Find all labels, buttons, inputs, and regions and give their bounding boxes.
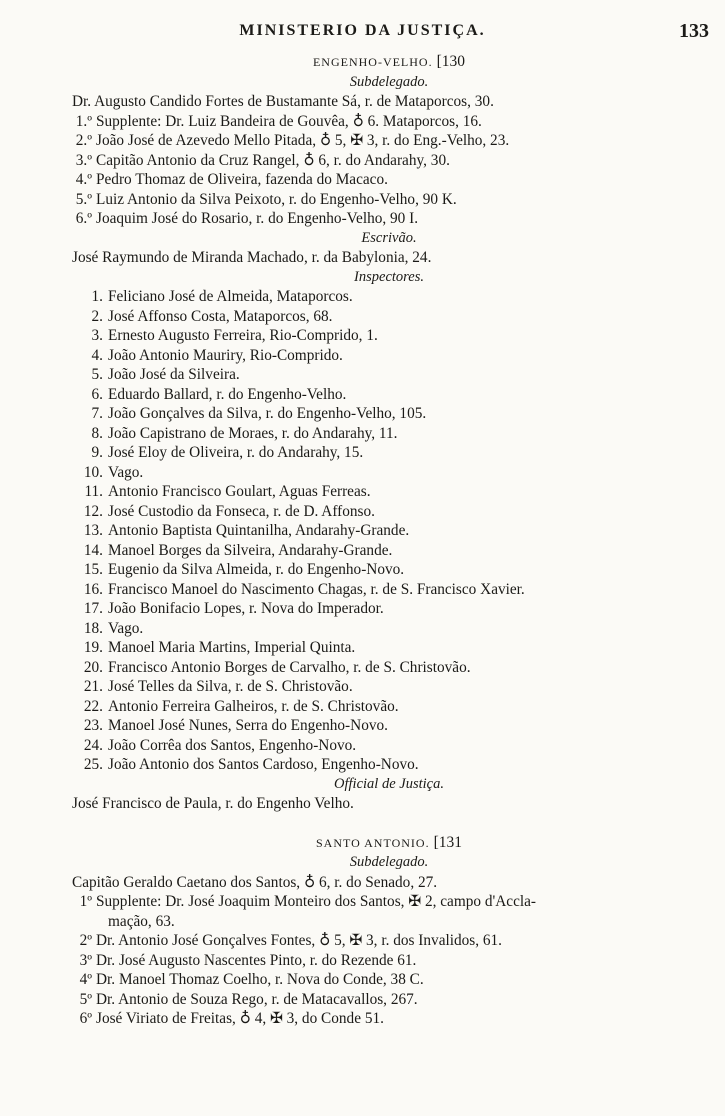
entry-text: João Corrêa dos Santos, Engenho-Novo. (108, 736, 357, 754)
role-inspectores: Inspectores. (354, 268, 424, 285)
inspectores-list (72, 287, 706, 775)
entry-number: 18. (83, 619, 103, 637)
entry-number: 25. (83, 756, 103, 773)
entry-text: José Viriato de Freitas, ♁ 4, ✠ 3, do Conde 51. (96, 1010, 384, 1027)
inspector-entry (72, 502, 706, 522)
official-entry: José Francisco de Paula, r. do Engenho Velho. (72, 795, 354, 812)
entry-number: 14. (83, 541, 103, 559)
entry-text: Supplente: Dr. Luiz Bandeira de Gouvêa, ♁ 6. Mataporcos, 16. (96, 112, 482, 130)
entry-number: 4. (91, 346, 103, 364)
entry-number: 22. (83, 697, 103, 715)
subdelegado-entry: Capitão Geraldo Caetano dos Santos, ♁ 6, r. do Senado, 27. (72, 873, 438, 891)
inspector-entry (72, 560, 706, 580)
entry-number: 8. (91, 424, 103, 442)
entry-number: 17. (83, 600, 103, 617)
entry-number: 3. (91, 327, 103, 344)
entry-text: João José de Azevedo Mello Pitada, ♁ 5, ✠ 3, r. do Eng.-Velho, 23. (96, 132, 510, 149)
entry-number: 21. (83, 678, 103, 695)
entry-text: Manoel Maria Martins, Imperial Quinta. (108, 639, 356, 656)
entry-number: 20. (83, 658, 103, 676)
page-header (0, 22, 725, 52)
entry-text: Francisco Manoel do Nascimento Chagas, r. de S. Francisco Xavier. (108, 580, 525, 598)
section-heading-santo-antonio (72, 833, 706, 854)
entry-text: Eduardo Ballard, r. do Engenho-Velho. (108, 385, 347, 403)
inspector-entry (72, 580, 706, 600)
entry-ordinal: 2.º (75, 132, 92, 149)
section-heading-text: SANTO ANTONIO. (316, 835, 430, 850)
inspector-entry (72, 385, 706, 405)
entry-ordinal: 1.º (75, 112, 92, 130)
entry-ordinal: 2º (79, 932, 92, 949)
entry-text: Feliciano José de Almeida, Mataporcos. (108, 288, 353, 305)
escrivao-entry: José Raymundo de Miranda Machado, r. da Babylonia, 24. (72, 249, 432, 266)
supplente-entry (72, 990, 706, 1010)
entry-text: Dr. José Augusto Nascentes Pinto, r. do Rezende 61. (96, 951, 417, 969)
section-code: [130 (436, 53, 466, 70)
entry-text: José Eloy de Oliveira, r. do Andarahy, 15. (108, 444, 364, 461)
entry-text: Manoel Borges da Silveira, Andarahy-Grande. (108, 541, 393, 559)
inspector-entry (72, 287, 706, 307)
supplente-entry (72, 151, 706, 171)
inspector-entry (72, 541, 706, 561)
running-title: MINISTERIO DA JUSTIÇA. (239, 22, 486, 39)
inspector-entry (72, 482, 706, 502)
entry-text: Manoel José Nunes, Serra do Engenho-Novo. (108, 717, 388, 734)
entry-text: João Antonio dos Santos Cardoso, Engenho-Novo. (108, 756, 419, 773)
entry-text: Joaquim José do Rosario, r. do Engenho-Velho, 90 I. (96, 210, 419, 227)
entry-text: José Affonso Costa, Mataporcos, 68. (108, 307, 333, 325)
supplente-entry (72, 170, 706, 190)
subdelegado-entry: Dr. Augusto Candido Fortes de Bustamante Sá, r. de Mataporcos, 30. (72, 93, 494, 110)
entry-number: 23. (83, 717, 103, 734)
entry-ordinal: 6.º (75, 210, 92, 227)
entry-number: 11. (84, 483, 103, 500)
entry-text: Pedro Thomaz de Oliveira, fazenda do Macaco. (96, 171, 388, 188)
entry-text: João Gonçalves da Silva, r. do Engenho-Velho, 105. (108, 405, 427, 422)
entry-ordinal: 5.º (75, 190, 92, 208)
supplente-entry-continuation: mação, 63. (108, 912, 175, 930)
role-escrivao: Escrivão. (361, 229, 417, 246)
entry-number: 7. (91, 405, 103, 422)
entry-text: Dr. Antonio de Souza Rego, r. de Matacavallos, 267. (96, 990, 418, 1008)
entry-number: 15. (83, 561, 103, 578)
entry-text: João Antonio Mauriry, Rio-Comprido. (108, 346, 343, 364)
supplente-entry (72, 970, 706, 990)
inspector-entry (72, 443, 706, 463)
supplente-entry (72, 931, 706, 951)
page-number: 133 (679, 20, 709, 42)
entry-ordinal: 4º (79, 971, 92, 988)
inspector-entry (72, 404, 706, 424)
entry-number: 5. (91, 366, 103, 383)
entry-text: Luiz Antonio da Silva Peixoto, r. do Engenho-Velho, 90 K. (96, 190, 457, 208)
entry-number: 10. (83, 463, 103, 481)
entry-ordinal: 3.º (75, 151, 92, 169)
inspector-entry (72, 755, 706, 775)
entry-ordinal: 3º (79, 951, 92, 969)
inspector-entry (72, 307, 706, 327)
entry-ordinal: 1º (79, 893, 92, 910)
supplente-entry (72, 131, 706, 151)
entry-text: João Capistrano de Moraes, r. do Andarahy, 11. (108, 424, 398, 442)
entry-number: 6. (91, 385, 103, 403)
role-subdelegado: Subdelegado. (349, 854, 429, 870)
entry-number: 13. (83, 522, 103, 539)
entry-number: 19. (83, 639, 103, 656)
entry-number: 1. (91, 288, 103, 305)
entry-ordinal: 6º (79, 1010, 92, 1027)
supplente-entry (72, 209, 706, 229)
entry-text: Dr. Manoel Thomaz Coelho, r. Nova do Conde, 38 C. (96, 971, 424, 988)
section-code: [131 (433, 833, 462, 851)
entry-number: 24. (83, 736, 103, 754)
supplente-entry (72, 112, 706, 132)
entry-text: Antonio Ferreira Galheiros, r. de S. Christovão. (108, 697, 399, 715)
entry-text: José Telles da Silva, r. de S. Christovão. (108, 678, 353, 695)
inspector-entry (72, 463, 706, 483)
entry-number: 16. (83, 580, 103, 598)
inspector-entry (72, 697, 706, 717)
supplente-entry (72, 1009, 706, 1029)
entry-text: Francisco Antonio Borges de Carvalho, r. de S. Christovão. (108, 658, 471, 676)
inspector-entry (72, 638, 706, 658)
entry-ordinal: 5º (79, 990, 92, 1008)
supplente-entry (72, 951, 706, 971)
entry-text: João José da Silveira. (108, 366, 240, 383)
entry-text: José Custodio da Fonseca, r. de D. Affonso. (108, 502, 375, 520)
inspector-entry (72, 424, 706, 444)
entry-text: Antonio Baptista Quintanilha, Andarahy-Grande. (108, 522, 410, 539)
inspector-entry (72, 521, 706, 541)
inspector-entry (72, 677, 706, 697)
entry-ordinal: 4.º (75, 171, 92, 188)
supplente-entry (72, 190, 706, 210)
inspector-entry (72, 619, 706, 639)
inspector-entry (72, 658, 706, 678)
entry-text: Ernesto Augusto Ferreira, Rio-Comprido, 1. (108, 327, 378, 344)
entry-number: 12. (83, 502, 103, 520)
entry-text: Dr. Antonio José Gonçalves Fontes, ♁ 5, ✠ 3, r. dos Invalidos, 61. (96, 932, 503, 949)
entry-text: Eugenio da Silva Almeida, r. do Engenho-Novo. (108, 561, 405, 578)
inspector-entry (72, 599, 706, 619)
entry-text: João Bonifacio Lopes, r. Nova do Imperador. (108, 600, 384, 617)
entry-number: 2. (91, 307, 103, 325)
inspector-entry (72, 346, 706, 366)
supplente-entry (72, 892, 706, 912)
inspector-entry (72, 736, 706, 756)
section-heading-text: ENGENHO-VELHO. (312, 55, 433, 69)
section-spacer (72, 814, 706, 833)
section-heading-engenho-velho (72, 52, 706, 73)
page-content (72, 52, 706, 1029)
inspector-entry (72, 716, 706, 736)
entry-number: 9. (91, 444, 103, 461)
entry-text: Capitão Antonio da Cruz Rangel, ♁ 6, r. do Andarahy, 30. (96, 151, 450, 169)
role-official-de-justica: Official de Justiça. (334, 775, 444, 792)
entry-text: Antonio Francisco Goulart, Aguas Ferreas. (108, 483, 371, 500)
inspector-entry (72, 365, 706, 385)
entry-text: Supplente: Dr. José Joaquim Monteiro dos Santos, ✠ 2, campo d'Accla- (96, 893, 537, 910)
role-subdelegado: Subdelegado. (349, 73, 429, 90)
inspector-entry (72, 326, 706, 346)
entry-text: Vago. (108, 463, 144, 481)
entry-text: Vago. (108, 619, 144, 637)
